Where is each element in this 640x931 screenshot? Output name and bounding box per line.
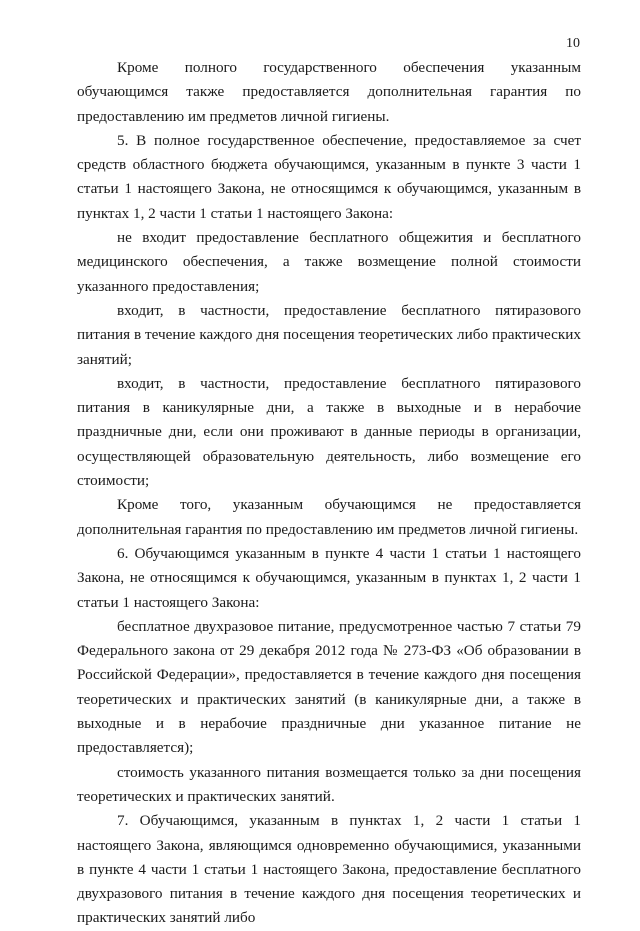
paragraph: не входит предоставление бесплатного общежития и бесплатного медицинского обеспечения, а также возмещение полной стоимости указанного предоставления; bbox=[77, 229, 581, 295]
page-number: 10 bbox=[566, 36, 580, 51]
paragraph: бесплатное двухразовое питание, предусмотренное частью 7 статьи 79 Федерального закона от 29 декабря 2012 года № 273-ФЗ «Об образовании в Российской Федерации», предоставляется в течение каждого дня посещения теоретических и практических занятий (в каникулярные дни, а также в выходные и в нерабочие праздничные дни указанное питание не предоставляется); bbox=[77, 617, 581, 757]
paragraph: входит, в частности, предоставление бесплатного пятиразового питания в каникулярные дни, а также в выходные и в нерабочие праздничные дни, если они проживают в данные периоды в организации, осуществляющей образовательную деятельность, либо возмещение его стоимости; bbox=[77, 374, 581, 490]
paragraph: 5. В полное государственное обеспечение, предоставляемое за счет средств областного бюджета обучающимся, указанным в пункте 3 части 1 статьи 1 настоящего Закона, не относящимся к обучающимся, указанным в пунктах 1, 2 части 1 статьи 1 настоящего Закона: bbox=[77, 131, 581, 222]
paragraph: Кроме того, указанным обучающимся не предоставляется дополнительная гарантия по предоставлению им предметов личной гигиены. bbox=[77, 496, 581, 538]
paragraph: стоимость указанного питания возмещается только за дни посещения теоретических и практических занятий. bbox=[77, 763, 581, 805]
paragraph: 7. Обучающимся, указанным в пунктах 1, 2 части 1 статьи 1 настоящего Закона, являющимся одновременно обучающимися, указанными в пункте 4 части 1 статьи 1 настоящего Закона, предоставление бесплатного двухразового питания в течение каждого дня посещения теоретических и практических занятий либо bbox=[77, 812, 581, 927]
document-body bbox=[77, 56, 581, 931]
paragraph: 6. Обучающимся указанным в пункте 4 части 1 статьи 1 настоящего Закона, не относящимся к обучающимся, указанным в пунктах 1, 2 части 1 статьи 1 настоящего Закона: bbox=[77, 544, 581, 611]
paragraph: Кроме полного государственного обеспечения указанным обучающимся также предоставляется дополнительная гарантия по предоставлению им предметов личной гигиены. bbox=[77, 59, 581, 125]
paragraph: входит, в частности, предоставление бесплатного пятиразового питания в течение каждого дня посещения теоретических либо практических занятий; bbox=[77, 301, 581, 368]
